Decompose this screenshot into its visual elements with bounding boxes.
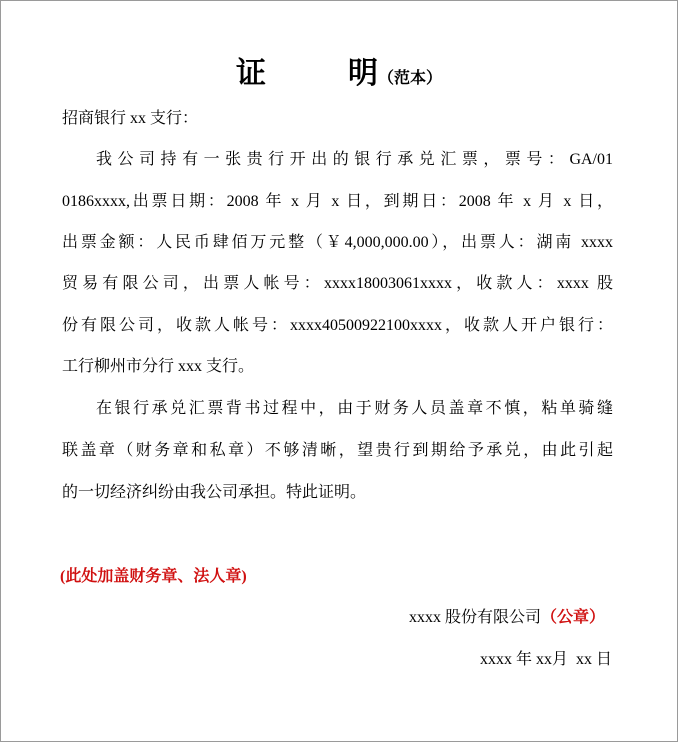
title-char-2: 明	[347, 57, 378, 90]
title-char-1: 证	[235, 57, 266, 90]
paragraph-line: 在银行承兑汇票背书过程中，由于财务人员盖章不慎，粘单骑缝	[96, 400, 613, 417]
paragraph-line: 的一切经济纠纷由我公司承担。特此证明。	[62, 484, 367, 501]
signature-company	[200, 608, 605, 628]
company-seal-note: （公章）	[540, 609, 605, 626]
seal-note: (此处加盖财务章、法人章)	[60, 568, 247, 585]
signature-date: xxxx 年 xx月 xx 日	[479, 651, 612, 668]
paragraph-line: 工行柳州市分行 xxx 支行。	[62, 358, 255, 375]
salutation: 招商银行 xx 支行：	[62, 110, 199, 127]
paragraph-line: 份有限公司，收款人帐号：xxxx40500922100xxxx，收款人开户银行：	[62, 317, 613, 334]
document-title	[0, 48, 678, 92]
paragraph-line: 出票金额：人民币肆佰万元整（￥4,000,000.00），出票人：湖南 xxxx	[62, 234, 613, 251]
paragraph-line: 贸易有限公司，出票人帐号：xxxx18003061xxxx，收款人：xxxx 股	[62, 275, 613, 292]
title-subtitle: （范本）	[377, 70, 442, 87]
company-name: xxxx 股份有限公司	[408, 609, 541, 626]
paragraph-line: 联盖章（财务章和私章）不够清晰，望贵行到期给予承兑，由此引起	[62, 442, 613, 459]
paragraph-line: 0186xxxx,出票日期：2008 年 x 月 x 日，到期日：2008 年 x 月 x 日，	[62, 193, 613, 210]
paragraph-line: 我公司持有一张贵行开出的银行承兑汇票，票号：GA/01	[96, 151, 613, 168]
